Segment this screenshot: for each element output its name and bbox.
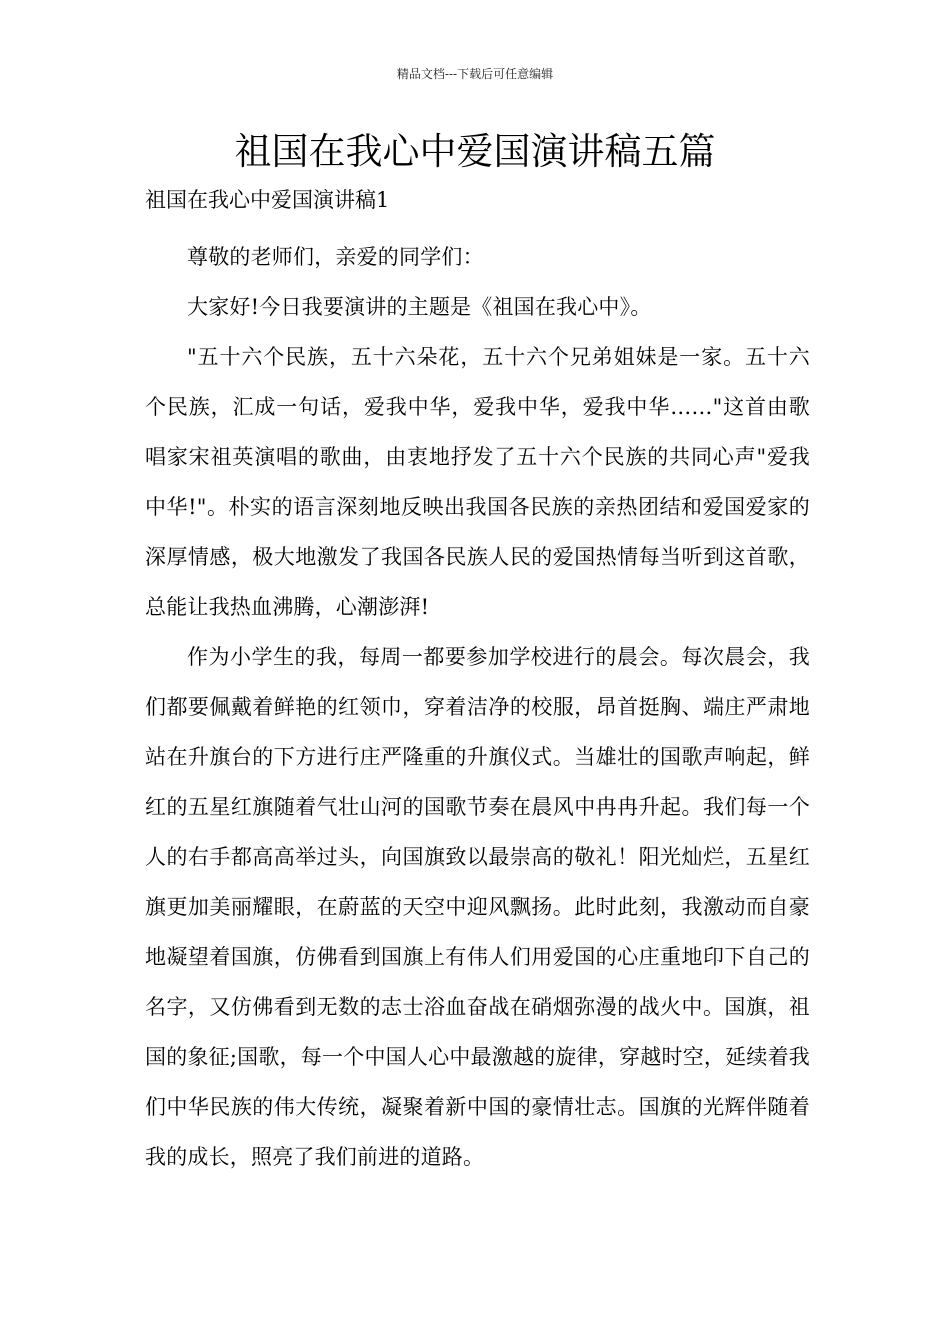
document-subtitle: 祖国在我心中爱国演讲稿1 <box>145 188 390 212</box>
document-title: 祖国在我心中爱国演讲稿五篇 <box>234 130 716 173</box>
paragraph-flag-ceremony: 作为小学生的我，每周一都要参加学校进行的晨会。每次晨会，我们都要佩戴着鲜艳的红领巾，穿着洁净的校服，昂首挺胸、端庄严肃地站在升旗台的下方进行庄严隆重的升旗仪式。当雄壮的国歌声响起，鲜红的五星红旗随着气壮山河的国歌节奏在晨风中冉冉升起。我们每一个人的右手都高高举过头，向国旗致以最崇高的敬礼！阳光灿烂，五星红旗更加美丽耀眼，在蔚蓝的天空中迎风飘扬。此时此刻，我激动而自豪地凝望着国旗，仿佛看到国旗上有伟人们用爱国的心庄重地印下自己的名字，又仿佛看到无数的志士浴血奋战在硝烟弥漫的战火中。国旗，祖国的象征;国歌，每一个中国人心中最激越的旋律，穿越时空，延续着我们中华民族的伟大传统，凝聚着新中国的豪情壮志。国旗的光辉伴随着我的成长，照亮了我们前进的道路。 <box>145 645 810 1169</box>
paragraph-opening: 大家好!今日我要演讲的主题是《祖国在我心中》。 <box>187 295 652 319</box>
document-body <box>145 232 810 1182</box>
header-note: 精品文档---下载后可任意编辑 <box>396 67 554 81</box>
paragraph-greeting: 尊敬的老师们，亲爱的同学们： <box>187 245 484 269</box>
paragraph-song: "五十六个民族，五十六朵花，五十六个兄弟姐妹是一家。五十六个民族，汇成一句话，爱我中华，爱我中华，爱我中华……"这首由歌唱家宋祖英演唱的歌曲，由衷地抒发了五十六个民族的共同心声"爱我中华!"。朴实的语言深刻地反映出我国各民族的亲热团结和爱国爱家的深厚情感，极大地激发了我国各民族人民的爱国热情每当听到这首歌，总能让我热血沸腾，心潮澎湃! <box>145 345 810 619</box>
